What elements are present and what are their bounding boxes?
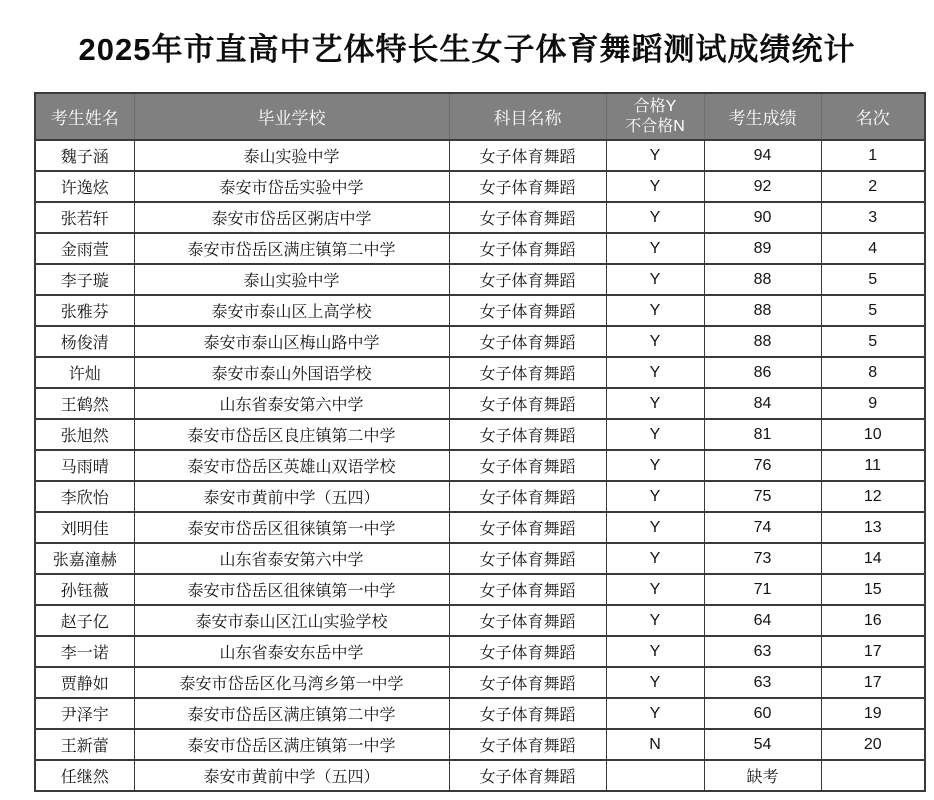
cell-name: 刘明佳 — [35, 512, 134, 543]
table-row — [35, 729, 925, 760]
cell-rank: 5 — [821, 295, 925, 326]
cell-name: 魏子涵 — [35, 140, 134, 171]
cell-rank — [821, 760, 925, 791]
cell-pass: Y — [606, 140, 704, 171]
cell-score: 74 — [704, 512, 821, 543]
table-header — [35, 93, 925, 140]
cell-subject: 女子体育舞蹈 — [449, 574, 606, 605]
table-row — [35, 233, 925, 264]
cell-score: 63 — [704, 636, 821, 667]
table-row — [35, 760, 925, 791]
cell-school: 山东省泰安东岳中学 — [134, 636, 449, 667]
header-name: 考生姓名 — [35, 93, 134, 140]
cell-subject: 女子体育舞蹈 — [449, 140, 606, 171]
cell-rank: 2 — [821, 171, 925, 202]
table-row — [35, 171, 925, 202]
cell-name: 王新蕾 — [35, 729, 134, 760]
cell-name: 张嘉潼赫 — [35, 543, 134, 574]
table-row — [35, 605, 925, 636]
table-row — [35, 357, 925, 388]
cell-subject: 女子体育舞蹈 — [449, 481, 606, 512]
cell-school: 山东省泰安第六中学 — [134, 543, 449, 574]
cell-score: 75 — [704, 481, 821, 512]
cell-school: 泰安市岱岳实验中学 — [134, 171, 449, 202]
cell-school: 泰安市岱岳区粥店中学 — [134, 202, 449, 233]
cell-subject: 女子体育舞蹈 — [449, 264, 606, 295]
cell-pass: Y — [606, 698, 704, 729]
cell-name: 任继然 — [35, 760, 134, 791]
cell-name: 李子璇 — [35, 264, 134, 295]
cell-subject: 女子体育舞蹈 — [449, 450, 606, 481]
cell-rank: 3 — [821, 202, 925, 233]
cell-school: 泰安市泰山区上高学校 — [134, 295, 449, 326]
cell-name: 许灿 — [35, 357, 134, 388]
cell-school: 泰安市岱岳区英雄山双语学校 — [134, 450, 449, 481]
cell-rank: 10 — [821, 419, 925, 450]
cell-rank: 5 — [821, 264, 925, 295]
cell-score: 88 — [704, 295, 821, 326]
cell-rank: 8 — [821, 357, 925, 388]
cell-subject: 女子体育舞蹈 — [449, 543, 606, 574]
cell-subject: 女子体育舞蹈 — [449, 512, 606, 543]
cell-subject: 女子体育舞蹈 — [449, 667, 606, 698]
cell-score: 84 — [704, 388, 821, 419]
cell-score: 90 — [704, 202, 821, 233]
cell-subject: 女子体育舞蹈 — [449, 202, 606, 233]
cell-name: 杨俊清 — [35, 326, 134, 357]
table-row — [35, 295, 925, 326]
table-row — [35, 450, 925, 481]
header-row — [35, 93, 925, 140]
cell-score: 缺考 — [704, 760, 821, 791]
cell-score: 92 — [704, 171, 821, 202]
cell-name: 马雨晴 — [35, 450, 134, 481]
cell-school: 泰安市岱岳区徂徕镇第一中学 — [134, 512, 449, 543]
cell-pass: Y — [606, 388, 704, 419]
cell-rank: 20 — [821, 729, 925, 760]
cell-subject: 女子体育舞蹈 — [449, 760, 606, 791]
cell-subject: 女子体育舞蹈 — [449, 295, 606, 326]
cell-score: 88 — [704, 326, 821, 357]
cell-subject: 女子体育舞蹈 — [449, 698, 606, 729]
cell-pass: Y — [606, 264, 704, 295]
table-row — [35, 264, 925, 295]
cell-school: 泰安市泰山外国语学校 — [134, 357, 449, 388]
cell-pass: Y — [606, 326, 704, 357]
cell-name: 孙钰薇 — [35, 574, 134, 605]
cell-rank: 17 — [821, 667, 925, 698]
table-row — [35, 512, 925, 543]
cell-school: 泰安市黄前中学（五四） — [134, 481, 449, 512]
cell-rank: 4 — [821, 233, 925, 264]
cell-subject: 女子体育舞蹈 — [449, 729, 606, 760]
cell-score: 60 — [704, 698, 821, 729]
header-school: 毕业学校 — [134, 93, 449, 140]
cell-rank: 17 — [821, 636, 925, 667]
cell-school: 泰山实验中学 — [134, 264, 449, 295]
cell-school: 泰安市岱岳区化马湾乡第一中学 — [134, 667, 449, 698]
cell-rank: 5 — [821, 326, 925, 357]
cell-pass: Y — [606, 636, 704, 667]
cell-pass — [606, 760, 704, 791]
table-row — [35, 481, 925, 512]
cell-pass: Y — [606, 574, 704, 605]
cell-name: 金雨萱 — [35, 233, 134, 264]
cell-subject: 女子体育舞蹈 — [449, 357, 606, 388]
cell-pass: Y — [606, 450, 704, 481]
cell-subject: 女子体育舞蹈 — [449, 388, 606, 419]
cell-pass: Y — [606, 171, 704, 202]
cell-score: 89 — [704, 233, 821, 264]
cell-subject: 女子体育舞蹈 — [449, 605, 606, 636]
table-body — [35, 140, 925, 791]
cell-score: 86 — [704, 357, 821, 388]
cell-pass: N — [606, 729, 704, 760]
cell-pass: Y — [606, 357, 704, 388]
table-row — [35, 388, 925, 419]
cell-school: 泰安市岱岳区满庄镇第一中学 — [134, 729, 449, 760]
table-row — [35, 698, 925, 729]
cell-pass: Y — [606, 667, 704, 698]
cell-school: 泰安市黄前中学（五四） — [134, 760, 449, 791]
header-rank: 名次 — [821, 93, 925, 140]
cell-school: 泰安市岱岳区良庄镇第二中学 — [134, 419, 449, 450]
cell-school: 泰安市岱岳区徂徕镇第一中学 — [134, 574, 449, 605]
header-pass-line2: 不合格N — [625, 117, 685, 135]
cell-name: 李一诺 — [35, 636, 134, 667]
cell-pass: Y — [606, 605, 704, 636]
table-row — [35, 140, 925, 171]
cell-rank: 15 — [821, 574, 925, 605]
table-row — [35, 574, 925, 605]
cell-pass: Y — [606, 419, 704, 450]
cell-name: 张旭然 — [35, 419, 134, 450]
cell-score: 63 — [704, 667, 821, 698]
cell-subject: 女子体育舞蹈 — [449, 171, 606, 202]
cell-pass: Y — [606, 543, 704, 574]
cell-rank: 13 — [821, 512, 925, 543]
table-row — [35, 636, 925, 667]
cell-school: 山东省泰安第六中学 — [134, 388, 449, 419]
score-table — [34, 92, 926, 792]
cell-pass: Y — [606, 512, 704, 543]
cell-pass: Y — [606, 481, 704, 512]
cell-rank: 14 — [821, 543, 925, 574]
cell-school: 泰安市泰山区江山实验学校 — [134, 605, 449, 636]
cell-rank: 12 — [821, 481, 925, 512]
cell-rank: 19 — [821, 698, 925, 729]
cell-pass: Y — [606, 233, 704, 264]
cell-subject: 女子体育舞蹈 — [449, 233, 606, 264]
cell-name: 赵子亿 — [35, 605, 134, 636]
table-row — [35, 667, 925, 698]
cell-school: 泰安市岱岳区满庄镇第二中学 — [134, 233, 449, 264]
cell-name: 张若轩 — [35, 202, 134, 233]
cell-score: 71 — [704, 574, 821, 605]
cell-name: 张雅芬 — [35, 295, 134, 326]
cell-score: 88 — [704, 264, 821, 295]
cell-score: 94 — [704, 140, 821, 171]
cell-school: 泰安市岱岳区满庄镇第二中学 — [134, 698, 449, 729]
cell-name: 王鹤然 — [35, 388, 134, 419]
cell-name: 贾静如 — [35, 667, 134, 698]
cell-subject: 女子体育舞蹈 — [449, 636, 606, 667]
cell-pass: Y — [606, 202, 704, 233]
cell-name: 尹泽宇 — [35, 698, 134, 729]
cell-rank: 16 — [821, 605, 925, 636]
table-row — [35, 419, 925, 450]
header-pass-line1: 合格Y — [633, 97, 677, 115]
cell-rank: 11 — [821, 450, 925, 481]
cell-name: 许逸炫 — [35, 171, 134, 202]
table-row — [35, 543, 925, 574]
header-pass — [606, 93, 704, 140]
table-row — [35, 326, 925, 357]
header-subject: 科目名称 — [449, 93, 606, 140]
cell-score: 76 — [704, 450, 821, 481]
cell-score: 73 — [704, 543, 821, 574]
cell-subject: 女子体育舞蹈 — [449, 419, 606, 450]
page-title: 2025年市直高中艺体特长生女子体育舞蹈测试成绩统计 — [78, 32, 856, 67]
cell-school: 泰安市泰山区梅山路中学 — [134, 326, 449, 357]
table-row — [35, 202, 925, 233]
cell-score: 54 — [704, 729, 821, 760]
header-score: 考生成绩 — [704, 93, 821, 140]
cell-subject: 女子体育舞蹈 — [449, 326, 606, 357]
cell-score: 64 — [704, 605, 821, 636]
cell-name: 李欣怡 — [35, 481, 134, 512]
cell-score: 81 — [704, 419, 821, 450]
cell-pass: Y — [606, 295, 704, 326]
cell-school: 泰山实验中学 — [134, 140, 449, 171]
cell-rank: 9 — [821, 388, 925, 419]
cell-rank: 1 — [821, 140, 925, 171]
